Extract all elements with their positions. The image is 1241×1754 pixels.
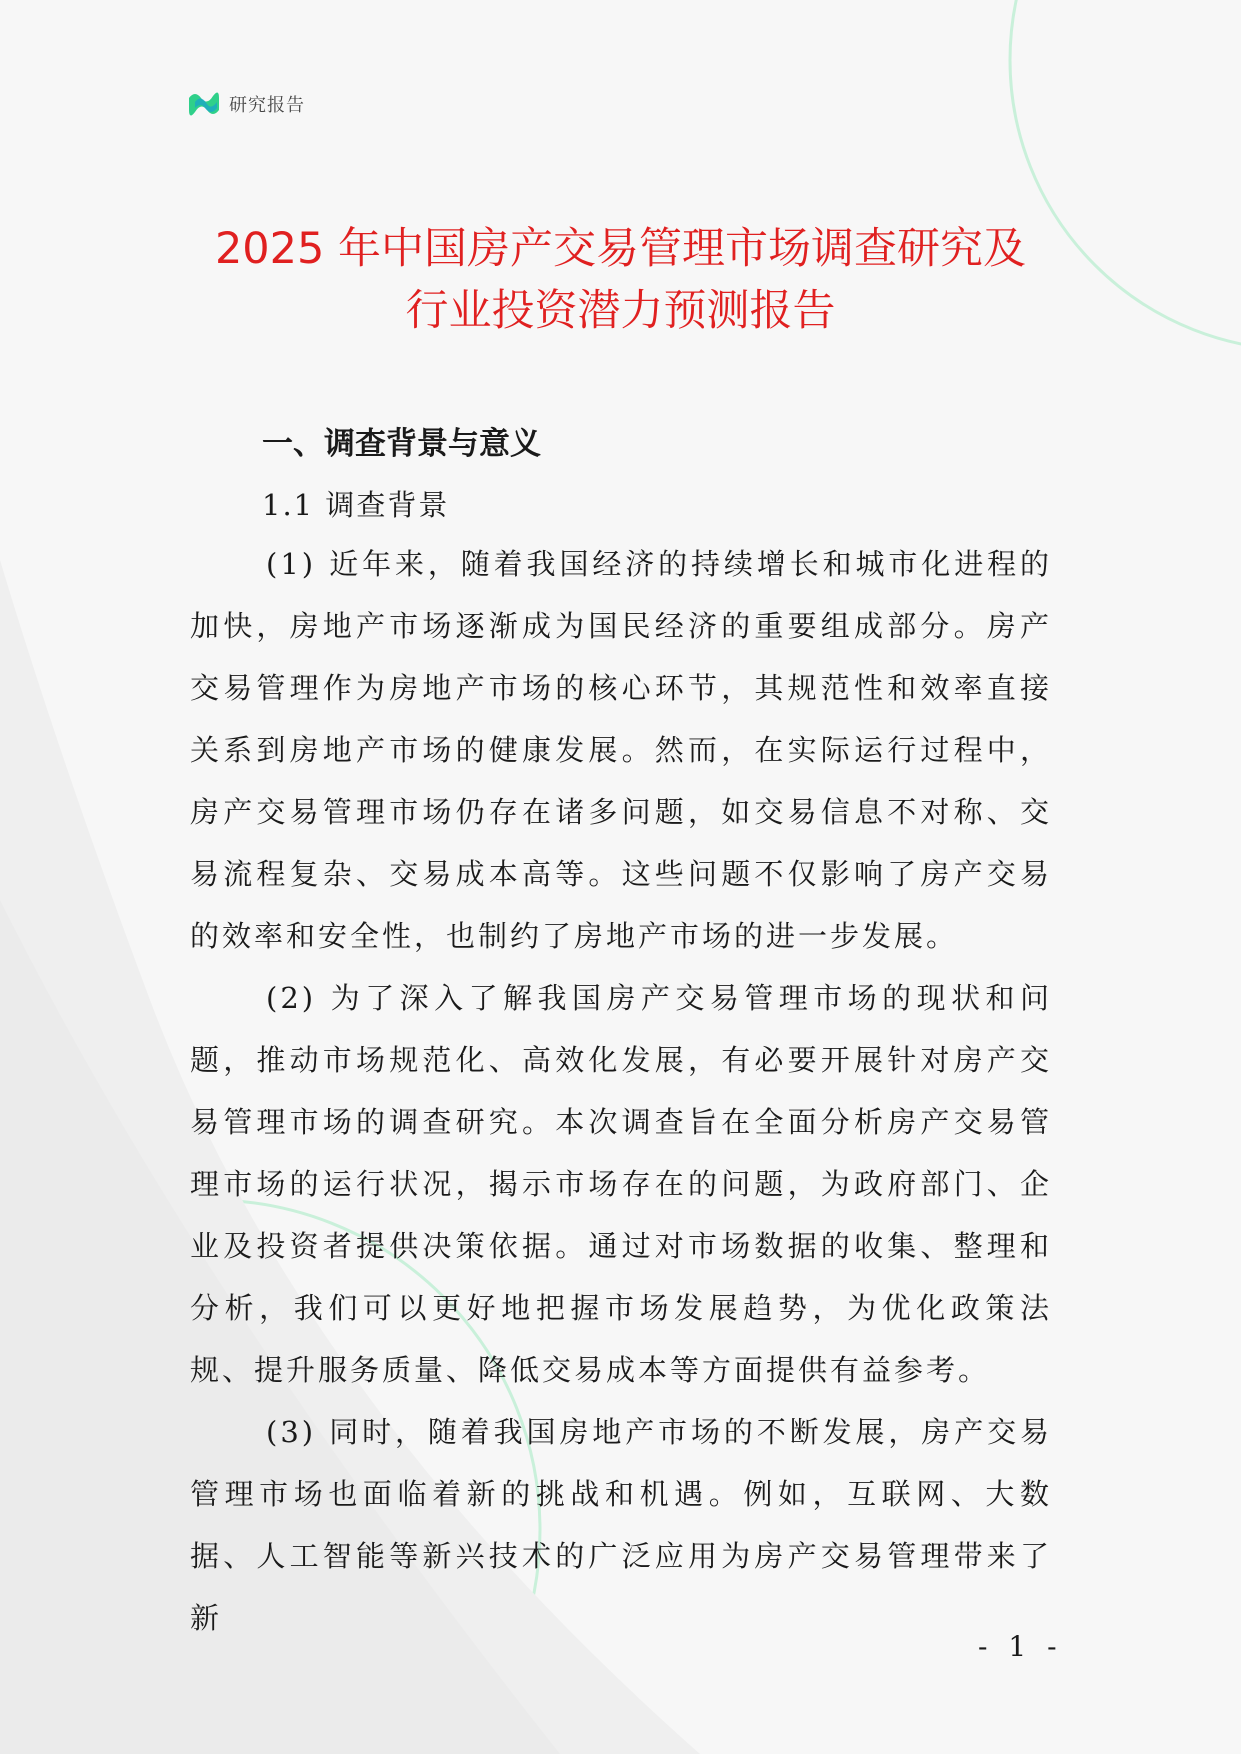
subsection-heading: 1.1 调查背景 [262,488,450,522]
paragraph-2: (2) 为了深入了解我国房产交易管理市场的现状和问题，推动市场规范化、高效化发展，有必要开展针对房产交易管理市场的调查研究。本次调查旨在全面分析房产交易管理市场的运行状况，揭示市场存在的问题，为政府部门、企业及投资者提供决策依据。通过对市场数据的收集、整理和分析，我们可以更好地把握市场发展趋势，为优化政策法规、提升服务质量、降低交易成本等方面提供有益参考。 [190,981,1052,1387]
paragraph-3: (3) 同时，随着我国房地产市场的不断发展，房产交易管理市场也面临着新的挑战和机遇。例如，互联网、大数据、人工智能等新兴技术的广泛应用为房产交易管理带来了新 [190,1415,1052,1635]
title-line-2: 行业投资潜力预测报告 [405,286,836,336]
brand-logo-icon [187,88,221,120]
section-heading: 一、调查背景与意义 [262,426,541,462]
report-header [187,88,305,120]
header-label: 研究报告 [229,95,305,116]
report-title [0,218,1241,342]
body-text [190,533,1052,1649]
paragraph-1: (1) 近年来，随着我国经济的持续增长和城市化进程的加快，房地产市场逐渐成为国民经济的重要组成部分。房产交易管理作为房地产市场的核心环节，其规范性和效率直接关系到房地产市场的健康发展。然而，在实际运行过程中，房产交易管理市场仍存在诸多问题，如交易信息不对称、交易流程复杂、交易成本高等。这些问题不仅影响了房产交易的效率和安全性，也制约了房地产市场的进一步发展。 [190,547,1052,953]
page-number: - 1 - [978,1630,1063,1663]
title-line-1: 2025 年中国房产交易管理市场调查研究及 [214,224,1027,274]
